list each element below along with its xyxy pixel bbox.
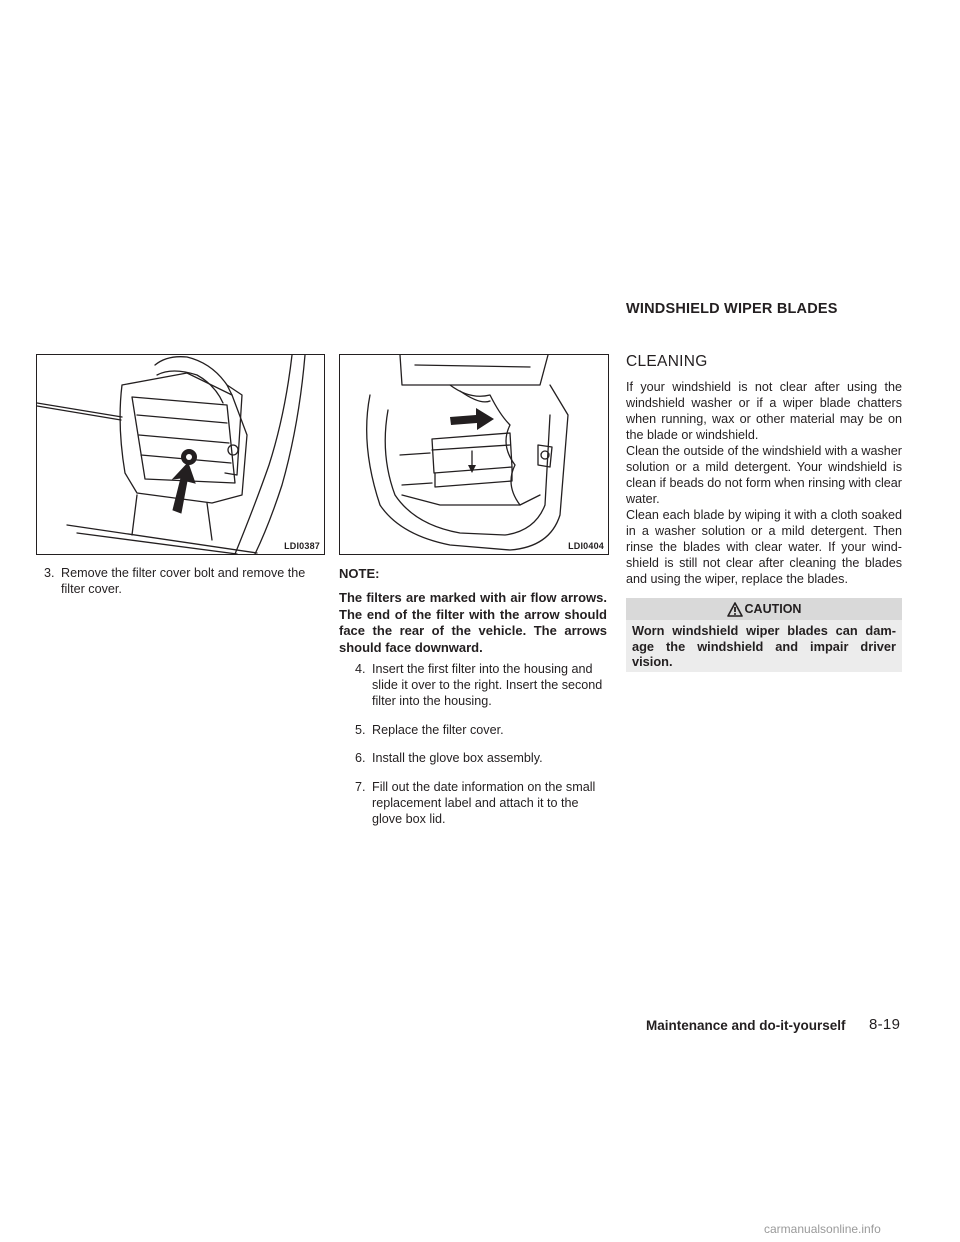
caution-box [626, 620, 902, 672]
step-7 [355, 779, 607, 829]
footer-chapter: Maintenance and do-it-yourself [646, 1018, 846, 1033]
watermark: carmanualsonline.info [764, 1222, 881, 1236]
step-text: Fill out the date information on the small replacement label and attach it to the glove box lid. [372, 780, 596, 826]
figure-label: LDI0404 [568, 541, 604, 551]
note-title: NOTE: [339, 566, 380, 581]
figure-filter-arrows [339, 354, 609, 555]
step-text: Remove the filter cover bolt and remove the filter cover. [61, 566, 306, 596]
step-text: Replace the filter cover. [372, 723, 504, 737]
step-number: 4. [355, 662, 366, 676]
step-number: 5. [355, 723, 366, 737]
section-title: WINDSHIELD WIPER BLADES [626, 301, 838, 317]
figure-filter-cover-bolt [36, 354, 325, 555]
step-5 [355, 722, 607, 740]
filter-arrows-illustration [340, 355, 608, 554]
warning-triangle-icon [727, 602, 743, 617]
paragraph: Clean each blade by wiping it with a cloth soaked in a washer solution or a mild detergent. Then rinse the blades with clear water. If your wind-shield is still not clear after cleaning the blades and using the wiper, replace the blades. [626, 508, 902, 586]
step-4 [355, 661, 607, 711]
cleaning-heading: CLEANING [626, 353, 708, 370]
step-6 [355, 750, 607, 768]
step-number: 6. [355, 751, 366, 765]
caution-label: CAUTION [744, 602, 802, 616]
step-3 [44, 565, 324, 605]
figure-label: LDI0387 [284, 541, 320, 551]
step-text: Insert the first filter into the housing and slide it over to the right. Insert the second filter into the housing. [372, 662, 603, 708]
paragraph: If your windshield is not clear after using the windshield washer or if a wiper blade chatters when running, wax or other material may be on the blade or windshield. [626, 380, 902, 442]
caution-header [626, 598, 902, 620]
paragraph: Clean the outside of the windshield with a washer solution or a mild detergent. Your windshield is clean if beads do not form when rinsing with clear water. [626, 444, 902, 506]
note-body: The filters are marked with air flow arrows. The end of the filter with the arrow should face the rear of the vehicle. The arrows should face downward. [339, 590, 607, 655]
step-number: 3. [44, 566, 55, 580]
filter-cover-illustration [37, 355, 324, 554]
step-number: 7. [355, 780, 366, 794]
step-text: Install the glove box assembly. [372, 751, 543, 765]
caution-text: Worn windshield wiper blades can dam-age the windshield and impair driver vision. [632, 623, 896, 669]
footer-page-number: 8-19 [869, 1016, 901, 1033]
